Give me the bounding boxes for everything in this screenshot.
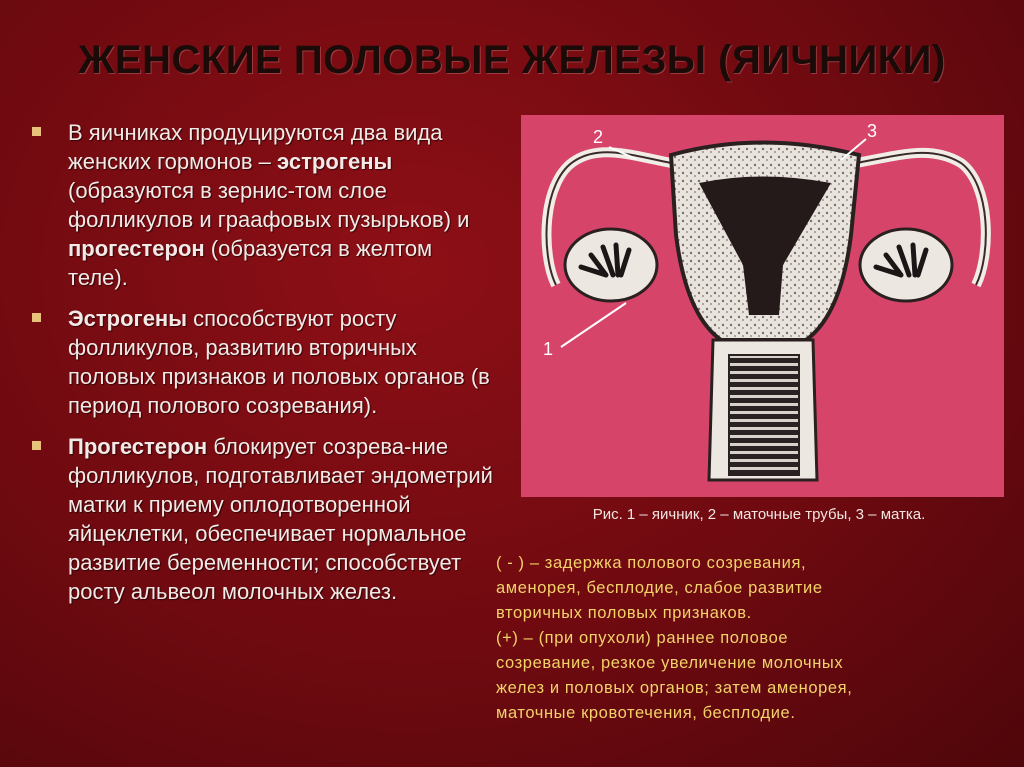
- bullet-term: Прогестерон: [68, 434, 208, 459]
- bullet-text-part: способствуют росту фолликулов, развитию вторичных половых признаков и половых органов (в период полового созревания).: [68, 306, 490, 418]
- figure-label-3: 3: [867, 121, 878, 141]
- figure-caption: Рис. 1 – яичник, 2 – маточные трубы, 3 – матка.: [592, 506, 926, 523]
- note-line: вторичных половых признаков.: [496, 604, 752, 622]
- bullet-term: прогестерон: [68, 236, 205, 261]
- uterus-ovaries-illustration: [521, 115, 1004, 497]
- bullet-text: [68, 118, 498, 292]
- anatomy-diagram: [521, 115, 1004, 497]
- bullet-marker-icon: [32, 313, 41, 322]
- figure-label-2: 2: [593, 127, 604, 147]
- bullet-text-part: блокирует созрева-ние фолликулов, подготавливает эндометрий матки к приему оплодотворенной яйцеклетки, обеспечивает нормальное развитие беременности; способствует росту альвеол молочных желез.: [68, 434, 493, 604]
- note-line: желез и половых органов; затем аменорея,: [496, 679, 853, 697]
- note-line: маточные кровотечения, бесплодие.: [496, 704, 796, 722]
- bullet-term: Эстрогены: [68, 306, 188, 331]
- note-line: (+) – (при опухоли) раннее половое: [496, 629, 789, 647]
- hormone-effects-note: [496, 551, 996, 726]
- note-line: ( - ) – задержка полового созревания,: [496, 554, 807, 572]
- bullet-text-part: (образуются в зернис-том слое фолликулов и граафовых пузырьков) и: [68, 178, 470, 232]
- bullet-text: [68, 304, 498, 420]
- bullet-item: [28, 304, 498, 420]
- bullet-list: [28, 118, 498, 618]
- bullet-marker-icon: [32, 441, 41, 450]
- figure-label-1: 1: [543, 339, 554, 359]
- bullet-text: [68, 432, 498, 606]
- note-line: созревание, резкое увеличение молочных: [496, 654, 844, 672]
- bullet-item: [28, 432, 498, 606]
- bullet-item: [28, 118, 498, 292]
- bullet-text-part: (образуется в желтом теле).: [68, 236, 433, 290]
- note-line: аменорея, бесплодие, слабое развитие: [496, 579, 823, 597]
- slide-title: ЖЕНСКИЕ ПОЛОВЫЕ ЖЕЛЕЗЫ (ЯИЧНИКИ): [78, 38, 946, 82]
- bullet-text-part: В яичниках продуцируются два вида женских гормонов –: [68, 120, 443, 174]
- bullet-term: эстрогены: [277, 149, 393, 174]
- bullet-marker-icon: [32, 127, 41, 136]
